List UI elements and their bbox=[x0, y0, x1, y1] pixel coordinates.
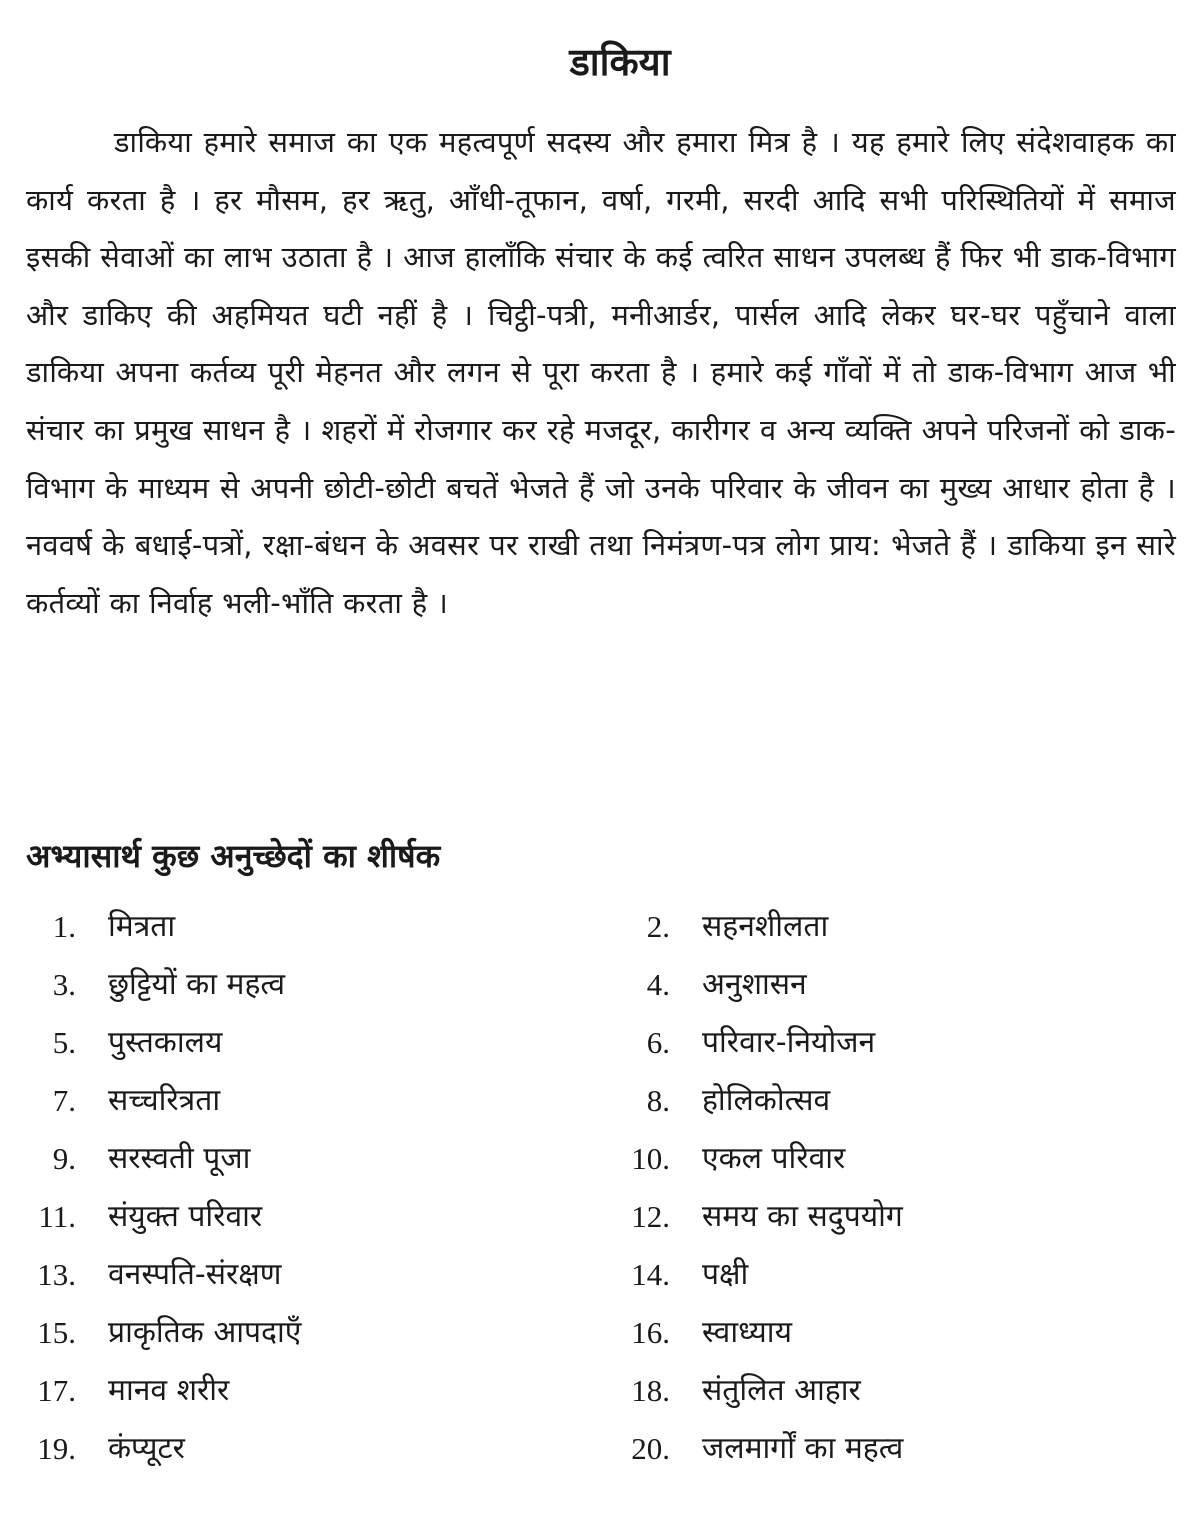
topic-item bbox=[0, 1130, 560, 1188]
topic-item bbox=[594, 1246, 1154, 1304]
topic-label: वनस्पति-संरक्षण bbox=[108, 1257, 282, 1292]
topic-label: मानव शरीर bbox=[108, 1373, 230, 1408]
topic-number: 15. bbox=[37, 1315, 76, 1350]
topic-label: सच्चरित्रता bbox=[108, 1083, 221, 1118]
topic-item bbox=[594, 1188, 1154, 1246]
topic-number: 9. bbox=[52, 1141, 76, 1176]
topic-item bbox=[0, 1072, 560, 1130]
topic-number: 8. bbox=[646, 1083, 670, 1118]
topic-label: कंप्यूटर bbox=[108, 1431, 185, 1466]
topic-number: 4. bbox=[646, 967, 670, 1002]
topic-item bbox=[594, 1014, 1154, 1072]
topic-label: पुस्तकालय bbox=[108, 1025, 223, 1060]
topic-label: सहनशीलता bbox=[702, 909, 829, 944]
topic-number: 20. bbox=[631, 1431, 670, 1466]
topic-number: 14. bbox=[631, 1257, 670, 1292]
topic-item bbox=[594, 898, 1154, 956]
topic-label: संतुलित आहार bbox=[702, 1373, 861, 1408]
topic-item bbox=[0, 1420, 560, 1478]
page-title: डाकिया bbox=[569, 40, 671, 84]
topic-label: प्राकृतिक आपदाएँ bbox=[108, 1315, 302, 1350]
topic-number: 13. bbox=[37, 1257, 76, 1292]
topic-item bbox=[594, 1420, 1154, 1478]
topic-label: छुट्टियों का महत्व bbox=[108, 967, 286, 1002]
topic-label: समय का सदुपयोग bbox=[702, 1199, 903, 1234]
topic-number: 19. bbox=[37, 1431, 76, 1466]
essay-paragraph: डाकिया हमारे समाज का एक महत्वपूर्ण सदस्य और हमारा मित्र है । यह हमारे लिए संदेशवाहक का कार्य करता है । हर मौसम, हर ऋतु, आँधी-तूफान, वर्षा, गरमी, सरदी आदि सभी परिस्थितियों में समाज इसकी सेवाओं का लाभ उठाता है । आज हालाँकि संचार के कई त्वरित साधन उपलब्ध हैं फिर भी डाक-विभाग और डाकिए की अहमियत घटी नहीं है । चिट्ठी-पत्री, मनीआर्डर, पार्सल आदि लेकर घर-घर पहुँचाने वाला डाकिया अपना कर्तव्य पूरी मेहनत और लगन से पूरा करता है । हमारे कई गाँवों में तो डाक-विभाग आज भी संचार का प्रमुख साधन है । शहरों में रोजगार कर रहे मजदूर, कारीगर व अन्य व्यक्ति अपने परिजनों को डाक-विभाग के माध्यम से अपनी छोटी-छोटी बचतें भेजते हैं जो उनके परिवार के जीवन का मुख्य आधार होता है । नववर्ष के बधाई-पत्रों, रक्षा-बंधन के अवसर पर राखी तथा निमंत्रण-पत्र लोग प्राय: भेजते हैं । डाकिया इन सारे कर्तव्यों का निर्वाह भली-भाँति करता है । bbox=[26, 125, 1176, 620]
topic-item bbox=[594, 1304, 1154, 1362]
topic-item bbox=[0, 1014, 560, 1072]
topic-number: 1. bbox=[52, 909, 76, 944]
topic-item bbox=[0, 1246, 560, 1304]
topic-label: स्वाध्याय bbox=[702, 1315, 792, 1350]
topic-number: 2. bbox=[646, 909, 670, 944]
topic-label: एकल परिवार bbox=[702, 1141, 846, 1176]
topic-number: 7. bbox=[52, 1083, 76, 1118]
topic-label: होलिकोत्सव bbox=[702, 1083, 831, 1118]
topic-item bbox=[594, 1072, 1154, 1130]
topic-number: 3. bbox=[52, 967, 76, 1002]
topic-label: जलमार्गों का महत्व bbox=[702, 1431, 904, 1466]
topic-label: सरस्वती पूजा bbox=[108, 1141, 251, 1176]
topic-number: 12. bbox=[631, 1199, 670, 1234]
topic-item bbox=[0, 1362, 560, 1420]
topic-item bbox=[0, 956, 560, 1014]
topic-item bbox=[0, 1188, 560, 1246]
topic-label: अनुशासन bbox=[702, 967, 807, 1002]
topic-number: 5. bbox=[52, 1025, 76, 1060]
topic-list bbox=[0, 898, 1200, 1498]
topic-label: संयुक्त परिवार bbox=[108, 1199, 263, 1234]
topic-label: पक्षी bbox=[702, 1257, 749, 1292]
topic-number: 11. bbox=[38, 1199, 76, 1234]
topic-number: 6. bbox=[646, 1025, 670, 1060]
topic-item bbox=[0, 1304, 560, 1362]
topic-item bbox=[594, 956, 1154, 1014]
topic-number: 18. bbox=[631, 1373, 670, 1408]
topic-item bbox=[594, 1130, 1154, 1188]
topic-number: 16. bbox=[631, 1315, 670, 1350]
topic-label: परिवार-नियोजन bbox=[702, 1025, 876, 1060]
topic-item bbox=[0, 898, 560, 956]
topic-number: 10. bbox=[631, 1141, 670, 1176]
topic-item bbox=[594, 1362, 1154, 1420]
section-heading: अभ्यासार्थ कुछ अनुच्छेदों का शीर्षक bbox=[26, 837, 441, 875]
topic-number: 17. bbox=[37, 1373, 76, 1408]
topic-label: मित्रता bbox=[108, 909, 176, 944]
